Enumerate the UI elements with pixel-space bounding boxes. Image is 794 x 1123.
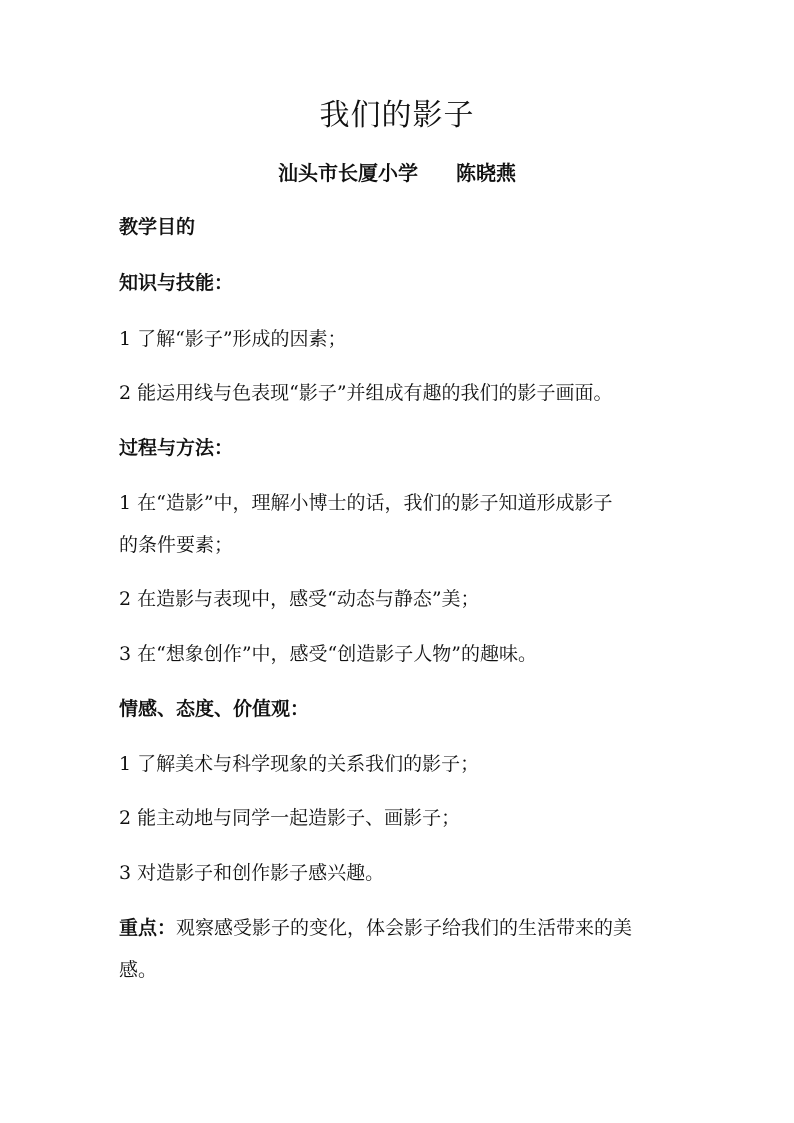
process-item-2: 2 在造影与表现中，感受“动态与静态”美； [119, 588, 480, 610]
emotion-item-2: 2 能主动地与同学一起造影子、画影子； [119, 807, 461, 829]
process-item-1-cont: 的条件要素； [119, 534, 234, 556]
key-point-line [119, 913, 632, 943]
author-name: 陈晓燕 [456, 161, 516, 185]
knowledge-heading: 知识与技能： [119, 272, 234, 294]
emotion-item-1: 1 了解美术与科学现象的关系我们的影子； [119, 753, 480, 775]
school-name: 汕头市长厦小学 [278, 161, 418, 185]
objectives-heading: 教学目的 [119, 216, 196, 238]
process-heading: 过程与方法： [119, 437, 234, 459]
key-point-label: 重点： [119, 917, 177, 939]
process-item-3: 3 在“想象创作”中，感受“创造影子人物”的趣味。 [119, 643, 537, 665]
process-item-1: 1 在“造影”中，理解小博士的话，我们的影子知道形成影子 [119, 492, 613, 514]
key-point-text-cont: 感。 [119, 959, 158, 981]
emotion-item-3: 3 对造影子和创作影子感兴趣。 [119, 862, 385, 884]
emotion-heading: 情感、态度、价值观： [119, 698, 310, 720]
knowledge-item-2: 2 能运用线与色表现“影子”并组成有趣的我们的影子画面。 [119, 382, 613, 404]
key-point-text: 观察感受影子的变化，体会影子给我们的生活带来的美 [176, 917, 633, 939]
knowledge-item-1: 1 了解“影子”形成的因素； [119, 328, 347, 350]
document-title: 我们的影子 [319, 98, 475, 133]
author-byline [0, 158, 794, 188]
